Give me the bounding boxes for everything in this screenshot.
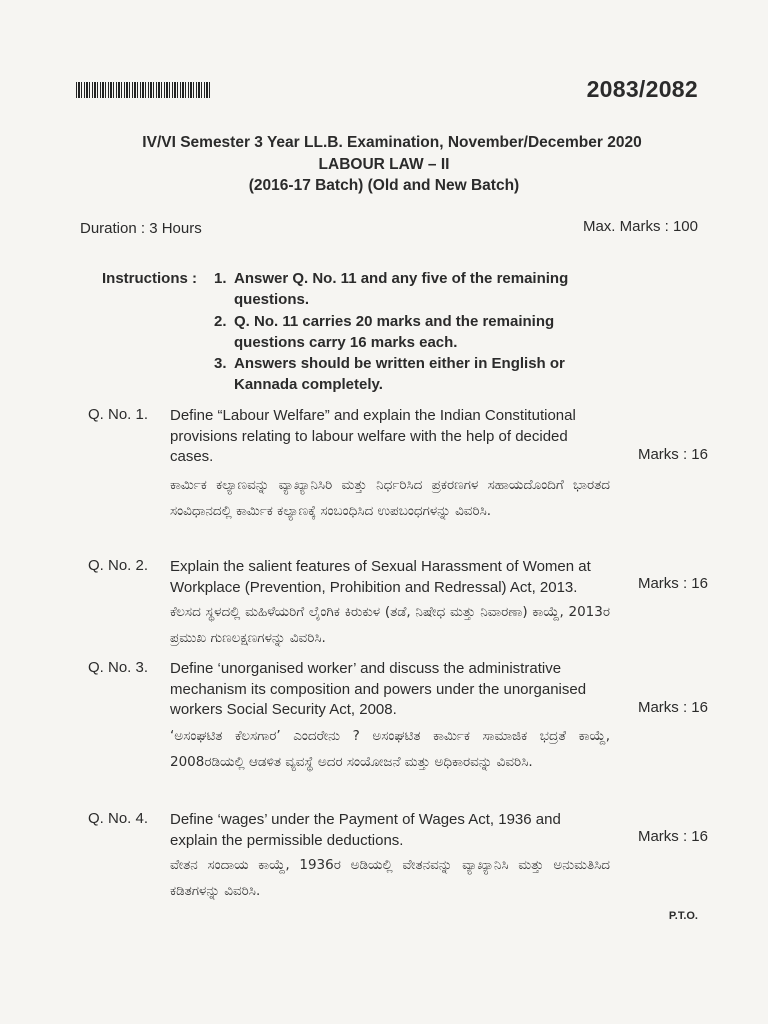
question-marks: Marks : 16 — [637, 699, 708, 716]
question-number: Q. No. 3. — [88, 659, 149, 676]
duration: Duration : 3 Hours — [80, 220, 202, 237]
batch-title: (2016-17 Batch) (Old and New Batch) — [248, 177, 520, 194]
question-marks: Marks : 16 — [637, 575, 708, 592]
question-text: Define ‘unorganised worker’ and discuss the administrative mechanism its composition and powers under the unorganised workers Social Security Act, 2008. — [170, 660, 587, 718]
question-number: Q. No. 2. — [88, 557, 149, 574]
instruction-item — [214, 268, 614, 310]
instruction-item — [214, 353, 614, 395]
instruction-number: 1. — [214, 270, 227, 287]
question-number: Q. No. 4. — [88, 810, 149, 827]
instruction-text: Answer Q. No. 11 and any five of the remaining questions. — [234, 270, 569, 308]
paper-code: 2083/2082 — [586, 76, 698, 102]
question-text: Define “Labour Welfare” and explain the Indian Constitutional provisions relating to labour welfare with the help of decided cases. — [170, 407, 576, 465]
instruction-text: Q. No. 11 carries 20 marks and the remaining questions carry 16 marks each. — [234, 313, 555, 351]
question-text-kannada: ವೇತನ ಸಂದಾಯ ಕಾಯ್ದೆ, 1936ರ ಅಡಿಯಲ್ಲಿ ವೇತನವನ್ನು ವ್ಯಾಖ್ಯಾನಿಸಿ ಮತ್ತು ಅನುಮತಿಸಿದ ಕಡಿತಗಳನ್ನು ವಿವರಿಸಿ. — [170, 857, 610, 899]
question-text-kannada: ‘ಅಸಂಘಟಿತ ಕೆಲಸಗಾರ’ ಎಂದರೇನು ? ಅಸಂಘಟಿತ ಕಾರ್ಮಿಕ ಸಾಮಾಜಿಕ ಭದ್ರತೆ ಕಾಯ್ದೆ, 2008ರಡಿಯಲ್ಲಿ ಆಡಳಿತ ವ್ಯವಸ್ಥೆ ಅದರ ಸಂಯೋಜನೆ ಮತ್ತು ಅಧಿಕಾರವನ್ನು ವಿವರಿಸಿ. — [170, 728, 610, 770]
barcode — [76, 82, 210, 98]
instruction-number: 2. — [214, 313, 227, 330]
question-text: Define ‘wages’ under the Payment of Wages Act, 1936 and explain the permissible deductions. — [170, 811, 561, 849]
question-marks: Marks : 16 — [637, 446, 708, 463]
instructions-label: Instructions : — [102, 270, 198, 287]
exam-title: IV/VI Semester 3 Year LL.B. Examination, November/December 2020 — [142, 134, 642, 151]
max-marks: Max. Marks : 100 — [582, 218, 698, 235]
subject-title: LABOUR LAW – II — [318, 156, 450, 173]
question-number: Q. No. 1. — [88, 406, 149, 423]
instruction-item — [214, 311, 614, 353]
question-text: Explain the salient features of Sexual Harassment of Women at Workplace (Prevention, Prohibition and Redressal) Act, 2013. — [170, 558, 591, 596]
page-turn-label: P.T.O. — [668, 910, 698, 922]
question-text-kannada: ಕಾರ್ಮಿಕ ಕಲ್ಯಾಣವನ್ನು ವ್ಯಾಖ್ಯಾನಿಸಿರಿ ಮತ್ತು ನಿರ್ಧರಿಸಿದ ಪ್ರಕರಣಗಳ ಸಹಾಯದೊಂದಿಗೆ ಭಾರತದ ಸಂವಿಧಾನದಲ್ಲಿ ಕಾರ್ಮಿಕ ಕಲ್ಯಾಣಕ್ಕೆ ಸಂಬಂಧಿಸಿದ ಉಪಬಂಧಗಳನ್ನು ವಿವರಿಸಿ. — [170, 477, 610, 519]
question-text-kannada: ಕೆಲಸದ ಸ್ಥಳದಲ್ಲಿ ಮಹಿಳೆಯರಿಗೆ ಲೈಂಗಿಕ ಕಿರುಕುಳ (ತಡೆ, ನಿಷೇಧ ಮತ್ತು ನಿವಾರಣಾ) ಕಾಯ್ದೆ, 2013ರ ಪ್ರಮುಖ ಗುಣಲಕ್ಷಣಗಳನ್ನು ವಿವರಿಸಿ. — [170, 604, 610, 646]
question-marks: Marks : 16 — [637, 828, 708, 845]
instruction-text: Answers should be written either in English or Kannada completely. — [234, 355, 565, 393]
instruction-number: 3. — [214, 355, 227, 372]
